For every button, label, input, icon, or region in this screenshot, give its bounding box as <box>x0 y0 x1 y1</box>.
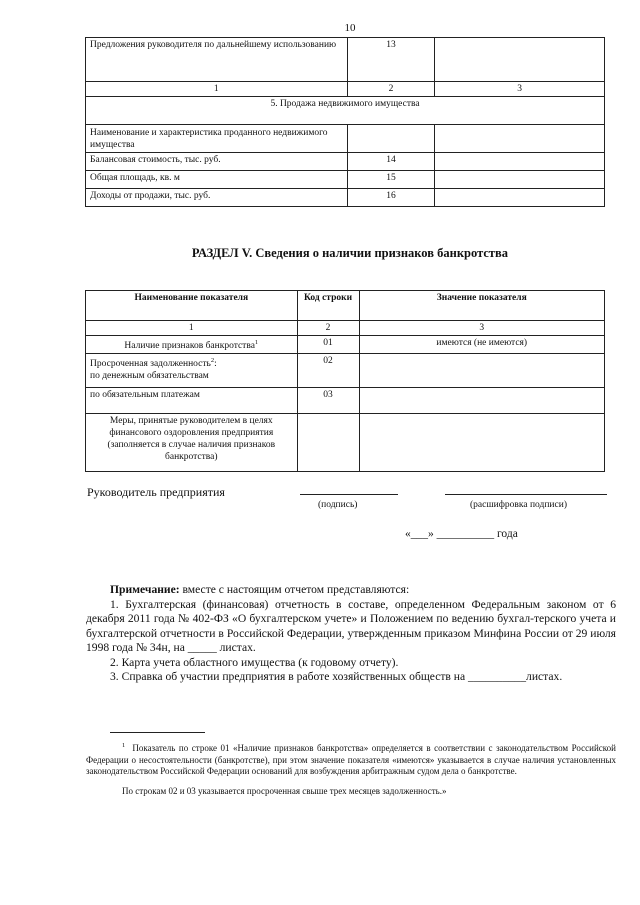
table-row <box>86 414 605 472</box>
col-number: 3 <box>359 321 604 336</box>
row-value <box>435 189 605 207</box>
row-code <box>347 125 435 153</box>
section5-title-row <box>86 97 605 125</box>
row-label-text: Просроченная задолженность <box>90 359 211 370</box>
table-row <box>86 38 605 82</box>
signature-line <box>300 494 398 495</box>
row-value: имеются (не имеются) <box>359 336 604 354</box>
property-sale-table <box>85 37 605 207</box>
row-code: 15 <box>347 171 435 189</box>
row-code <box>297 414 359 472</box>
row-code: 03 <box>297 388 359 414</box>
row-label <box>86 354 298 388</box>
header-value: Значение показателя <box>359 291 604 321</box>
row-code: 01 <box>297 336 359 354</box>
col-number: 1 <box>86 321 298 336</box>
note-item-3: 3. Справка об участии предприятия в работе хозяйственных обществ на __________листах. <box>110 670 563 683</box>
row-value <box>435 125 605 153</box>
footnotes <box>86 740 616 805</box>
row-label: Меры, принятые руководителем в целях финансового оздоровления предприятия (заполняется в случае наличия признаков банкротства) <box>86 414 298 472</box>
row-code: 13 <box>347 38 435 82</box>
section-v-title: РАЗДЕЛ V. Сведения о наличии признаков банкротства <box>191 246 509 260</box>
row-sub-label: по денежным обязательствам <box>90 371 209 382</box>
header-code: Код строки <box>297 291 359 321</box>
note-intro-text: вместе с настоящим отчетом представляются: <box>179 583 410 596</box>
row-value <box>435 171 605 189</box>
row-value <box>435 38 605 82</box>
row-code: 16 <box>347 189 435 207</box>
bankruptcy-table <box>85 290 605 472</box>
col-number: 1 <box>86 82 348 97</box>
row-value <box>435 153 605 171</box>
footnote-2: По строкам 02 и 03 указывается просроченная свыше трех месяцев задолженность.» <box>122 785 447 796</box>
row-label: Предложения руководителя по дальнейшему использованию <box>86 38 348 82</box>
row-label: Общая площадь, кв. м <box>86 171 348 189</box>
note-item-2: 2. Карта учета областного имущества (к годовому отчету). <box>110 655 399 669</box>
row-value <box>359 354 604 388</box>
footnote-1-mark: 1 <box>122 742 126 749</box>
column-numbers-row <box>86 82 605 97</box>
row-code: 02 <box>297 354 359 388</box>
col-number: 2 <box>297 321 359 336</box>
row-label: Доходы от продажи, тыс. руб. <box>86 189 348 207</box>
row-value <box>359 414 604 472</box>
footnote-1 <box>86 740 616 778</box>
decode-line <box>445 494 607 495</box>
table-row <box>86 171 605 189</box>
col-number: 2 <box>347 82 435 97</box>
footnote-1-text: Показатель по строке 01 «Наличие признаков банкротства» определяется в соответствии с законодательством Российской Федерации о несостоятельности (банкротстве), при этом значение показателя «имеются» указывается в случае наличия установленных законодательством Российской Федерации оснований для возбуждения арбитражным судом дела о банкротстве. <box>86 743 616 776</box>
row-label <box>86 336 298 354</box>
row-value <box>359 388 604 414</box>
note-block <box>86 583 616 685</box>
row-label-text: Наличие признаков банкротства <box>124 341 255 352</box>
row-code: 14 <box>347 153 435 171</box>
column-numbers-row <box>86 321 605 336</box>
row-label: Балансовая стоимость, тыс. руб. <box>86 153 348 171</box>
footnote-rule <box>110 732 205 733</box>
footnote-mark: 1 <box>254 339 259 346</box>
table-row <box>86 354 605 388</box>
signature-caption: (подпись) <box>318 500 358 510</box>
date-line: «___» __________ года <box>405 528 518 540</box>
row-label-suffix: : <box>214 359 217 370</box>
header-name: Наименование показателя <box>86 291 298 321</box>
row-label: Наименование и характеристика проданного недвижимого имущества <box>86 125 348 153</box>
note-title: Примечание: <box>110 583 180 596</box>
table-row <box>86 125 605 153</box>
table-row <box>86 189 605 207</box>
col-number: 3 <box>435 82 605 97</box>
section5-title: 5. Продажа недвижимого имущества <box>86 97 605 125</box>
table-row <box>86 153 605 171</box>
note-item-1: 1. Бухгалтерская (финансовая) отчетность в составе, определенном Федеральным законом от 6 декабря 2011 года № 402-ФЗ «О бухгалтерском учете» и Положением по ведению бухгал-терского учета и бухгалтерской отчетности в Российской Федерации, утвержденным приказом Минфина России от 29 июля 1998 года № 34н, на _____ листах. <box>86 597 616 654</box>
table-row <box>86 336 605 354</box>
manager-label: Руководитель предприятия <box>87 485 225 499</box>
header-row <box>86 291 605 321</box>
decode-caption: (расшифровка подписи) <box>470 500 567 510</box>
footnote-mark: 2 <box>210 357 215 365</box>
page-number: 10 <box>344 22 356 34</box>
note-intro <box>86 583 616 598</box>
row-label: по обязательным платежам <box>86 388 298 414</box>
table-row <box>86 388 605 414</box>
